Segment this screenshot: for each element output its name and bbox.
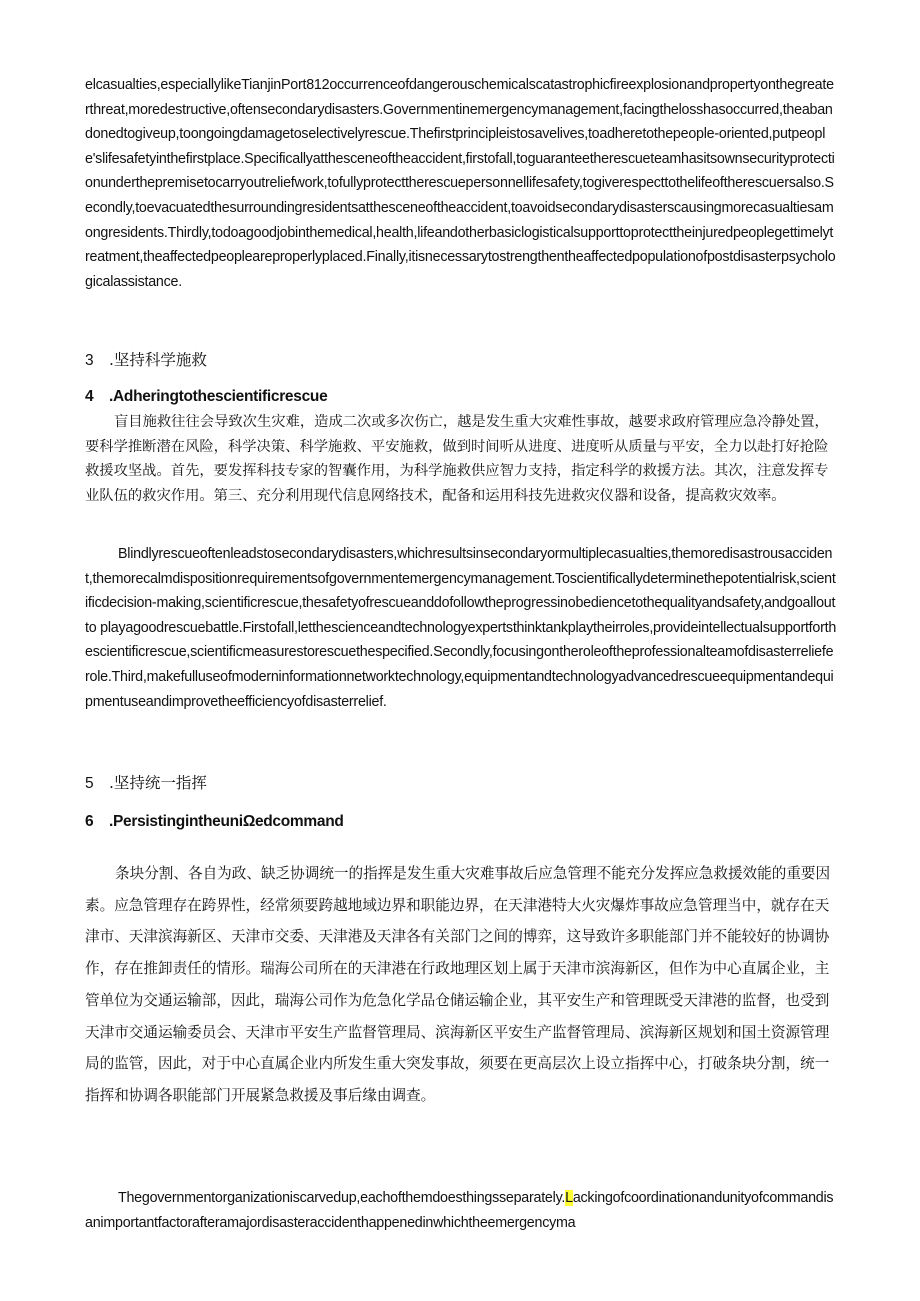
section-heading-5	[85, 771, 207, 793]
body-paragraph-en-3	[85, 1186, 837, 1235]
text-run: ackingofcoordinationandunityofcommandisanimportantfactorafteramajordisasteraccidenthappenedinwhichtheemergencyma	[85, 1190, 834, 1231]
text-run: Thegovernmentorganizationiscarvedup,eachofthemdoesthingsseparately.	[118, 1190, 566, 1206]
section-heading-3	[85, 348, 207, 370]
body-paragraph-en-1: elcasualties,especiallylikeTianjinPort812occurrenceofdangerouschemicalscatastrophicfireexplosionandpropertyonthegreaterthreat,moredestructive,oftensecondarydisasters.Governmentinemergencymanagement,facingthelosshasoccurred,theabandonedtogiveup,toongoingdamagetoselectivelyrescue.Thefirstprincipleistosavelives,toadheretothepeople-oriented,putpeople'slifesafetyinthefirstplace.Specificallyatthesceneoftheaccident,firstofall,toguaranteetherescueteamhasitsownsecurityprotectionunderthepremisetocarryoutreliefwork,tofullyprotecttherescuepersonnellifesafety,togiverespecttothelifeoftherescuersalso.Secondly,toevacuatedthesurroundingresidentsatthesceneoftheaccident,toavoidsecondarydisasterscausingmorecasualtiesamongresidents.Thirdly,todoagoodjobinthemedical,health,lifeandotherbasiclogisticalsupporttoprotecttheinjuredpeoplegettimelytreatment,theaffectedpeopleareproperlyplaced.Finally,itisnecessarytostrengthentheaffectedpopulationofpostdisasterpsychologicalassistance.	[85, 77, 836, 290]
section-heading-4	[85, 388, 327, 406]
section-number: 5	[85, 775, 94, 792]
section-number: 4	[85, 388, 94, 405]
highlighted-text: L	[565, 1190, 573, 1206]
section-number: 6	[85, 813, 94, 830]
section-title: .PersistingintheuniΩedcommand	[109, 813, 344, 830]
section-title: .坚持统一指挥	[109, 774, 207, 792]
section-number: 3	[85, 352, 94, 369]
body-paragraph-zh-1: 盲目施救往往会导致次生灾难，造成二次或多次伤亡，越是发生重大灾难性事故，越要求政府管理应急冷静处置，要科学推断潜在风险，科学决策、科学施救、平安施救，做到时间听从进度、进度听从质量与平安，全力以赴打好抢险救援攻坚战。首先，要发挥科技专家的智囊作用，为科学施救供应智力支持，指定科学的救援方法。其次，注意发挥专业队伍的救灾作用。第三、充分利用现代信息网络技术，配备和运用科技先进救灾仪器和设备，提高救灾效率。	[85, 414, 829, 504]
section-title: .Adheringtothescientificrescue	[109, 388, 328, 405]
section-heading-6	[85, 813, 344, 831]
section-title: .坚持科学施救	[109, 351, 207, 369]
body-paragraph-zh-2: 条块分割、各自为政、缺乏协调统一的指挥是发生重大灾难事故后应急管理不能充分发挥应急救援效能的重要因素。应急管理存在跨界性，经常须要跨越地域边界和职能边界，在天津港特大火灾爆炸事故应急管理当中，就存在天津市、天津滨海新区、天津市交委、天津港及天津各有关部门之间的博弈，这导致许多职能部门并不能较好的协调协作，存在推卸责任的情形。瑞海公司所在的天津港在行政地理区划上属于天津市滨海新区，但作为中心直属企业，主管单位为交通运输部，因此，瑞海公司作为危急化学品仓储运输企业，其平安生产和管理既受天津港的监督，也受到天津市交通运输委员会、天津市平安生产监督管理局、滨海新区平安生产监督管理局、滨海新区规划和国土资源管理局的监管，因此，对于中心直属企业内所发生重大突发事故，须要在更高层次上设立指挥中心，打破条块分割，统一指挥和协调各职能部门开展紧急救援及事后缘由调查。	[85, 865, 831, 1104]
body-paragraph-en-2: Blindlyrescueoftenleadstosecondarydisasters,whichresultsinsecondaryormultiplecasualties,themoredisastrousaccident,themorecalmdispositionrequirementsofgovernmentemergencymanagement.Toscientificallydeterminethepotentialrisk,scientificdecision-making,scientificrescue,thesafetyofrescueanddofollowtheprogressinobediencetothequalityandsafety,andgoalloutto playagoodrescuebattle.Firstofall,letthescienceandtechnologyexpertsthinktankplaytheirroles,provideintellectualsupportforthescientificrescue,scientificmeasurestorescuethespecified.Secondly,focusingontheroleoftheprofessionalteamofdisasterrelieferole.Third,makefulluseofmoderninformationnetworktechnology,equipmentandtechnologyadvancedrescueequipmentandequipmentuseandimprovetheefficiencyofdisasterrelief.	[85, 546, 837, 710]
